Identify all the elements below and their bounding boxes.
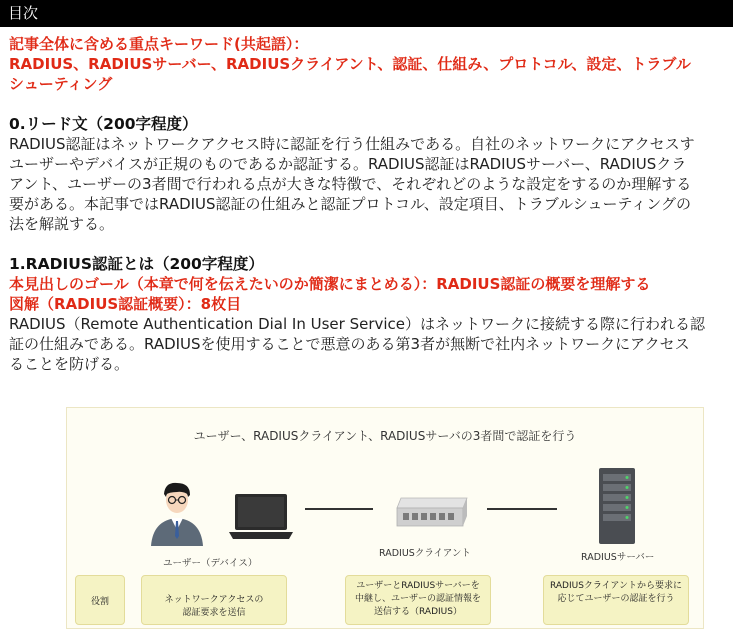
lead-line: 要がある。本記事ではRADIUS認証の仕組みと認証プロトコル、設定項目、トラブルシューティングの <box>9 195 691 213</box>
section1-goal: 本見出しのゴール（本章で何を伝えたいのか簡潔にまとめる）：RADIUS認証の概要を理解する <box>9 275 651 293</box>
keywords-line-1: RADIUS、RADIUSサーバー、RADIUSクライアント、認証、仕組み、プロトコル、設定、トラブル <box>9 55 691 73</box>
server-tower-icon <box>597 466 637 546</box>
server-role-line: 応じてユーザーの認証を行う <box>557 594 675 604</box>
client-role-line: 中継し、ユーザーの認証情報を <box>354 594 481 604</box>
server-label: RADIUSサーバー <box>581 552 655 563</box>
keywords-heading: 記事全体に含める重点キーワード(共起語）： <box>9 35 309 53</box>
client-role-line: 送信する（RADIUS） <box>374 607 462 617</box>
user-role-line: 認証要求を送信 <box>182 608 246 618</box>
section1-line: 証の仕組みである。RADIUSを使用することで悪意のある第3者が無断で社内ネットワークにアクセス <box>9 335 690 353</box>
document-body <box>9 34 733 374</box>
toc-title: 目次 <box>8 4 39 22</box>
radius-overview-figure <box>66 407 704 629</box>
keywords-line-2: シューティング <box>9 75 113 93</box>
section1-heading: 1.RADIUS認証とは（200字程度） <box>9 255 264 273</box>
lead-line: RADIUS認証はネットワークアクセス時に認証を行う仕組みである。自社のネットワークにアクセスす <box>9 135 695 153</box>
user-role-line: ネットワークアクセスの <box>164 595 264 605</box>
client-role-box <box>345 575 491 625</box>
connector-user-client <box>305 508 373 510</box>
lead-line: アント、ユーザーの3者間で行われる点が大きな特徴で、それぞれどのような設定をするのか理解する <box>9 175 692 193</box>
role-label: 役割 <box>90 597 109 607</box>
user-label: ユーザー（デバイス） <box>163 558 258 569</box>
server-role-box <box>543 575 689 625</box>
client-role-line: ユーザーとRADIUSサーバーを <box>356 581 480 591</box>
section1-figure-note: 図解（RADIUS認証概要）：8枚目 <box>9 295 242 313</box>
user-role-box <box>141 575 287 625</box>
section1-line: RADIUS（Remote Authentication Dial In User Service）はネットワークに接続する際に行われる認 <box>9 315 706 333</box>
lead-line: ユーザーやデバイスが正規のものであるか認証する。RADIUS認証はRADIUSサーバー、RADIUSクラ <box>9 155 687 173</box>
client-label: RADIUSクライアント <box>379 548 471 559</box>
laptop-icon <box>227 492 295 542</box>
figure-title: ユーザー、RADIUSクライアント、RADIUSサーバの3者間で認証を行う <box>193 429 577 443</box>
role-label-box <box>75 575 125 625</box>
server-role-line: RADIUSクライアントから要求に <box>549 581 683 591</box>
network-switch-icon <box>393 496 471 532</box>
lead-heading: 0.リード文（200字程度） <box>9 115 198 133</box>
user-person-icon <box>147 480 207 548</box>
connector-client-server <box>487 508 557 510</box>
toc-bar[interactable] <box>0 0 733 27</box>
lead-line: 法を解説する。 <box>9 215 115 233</box>
section1-line: ることを防げる。 <box>9 355 130 373</box>
